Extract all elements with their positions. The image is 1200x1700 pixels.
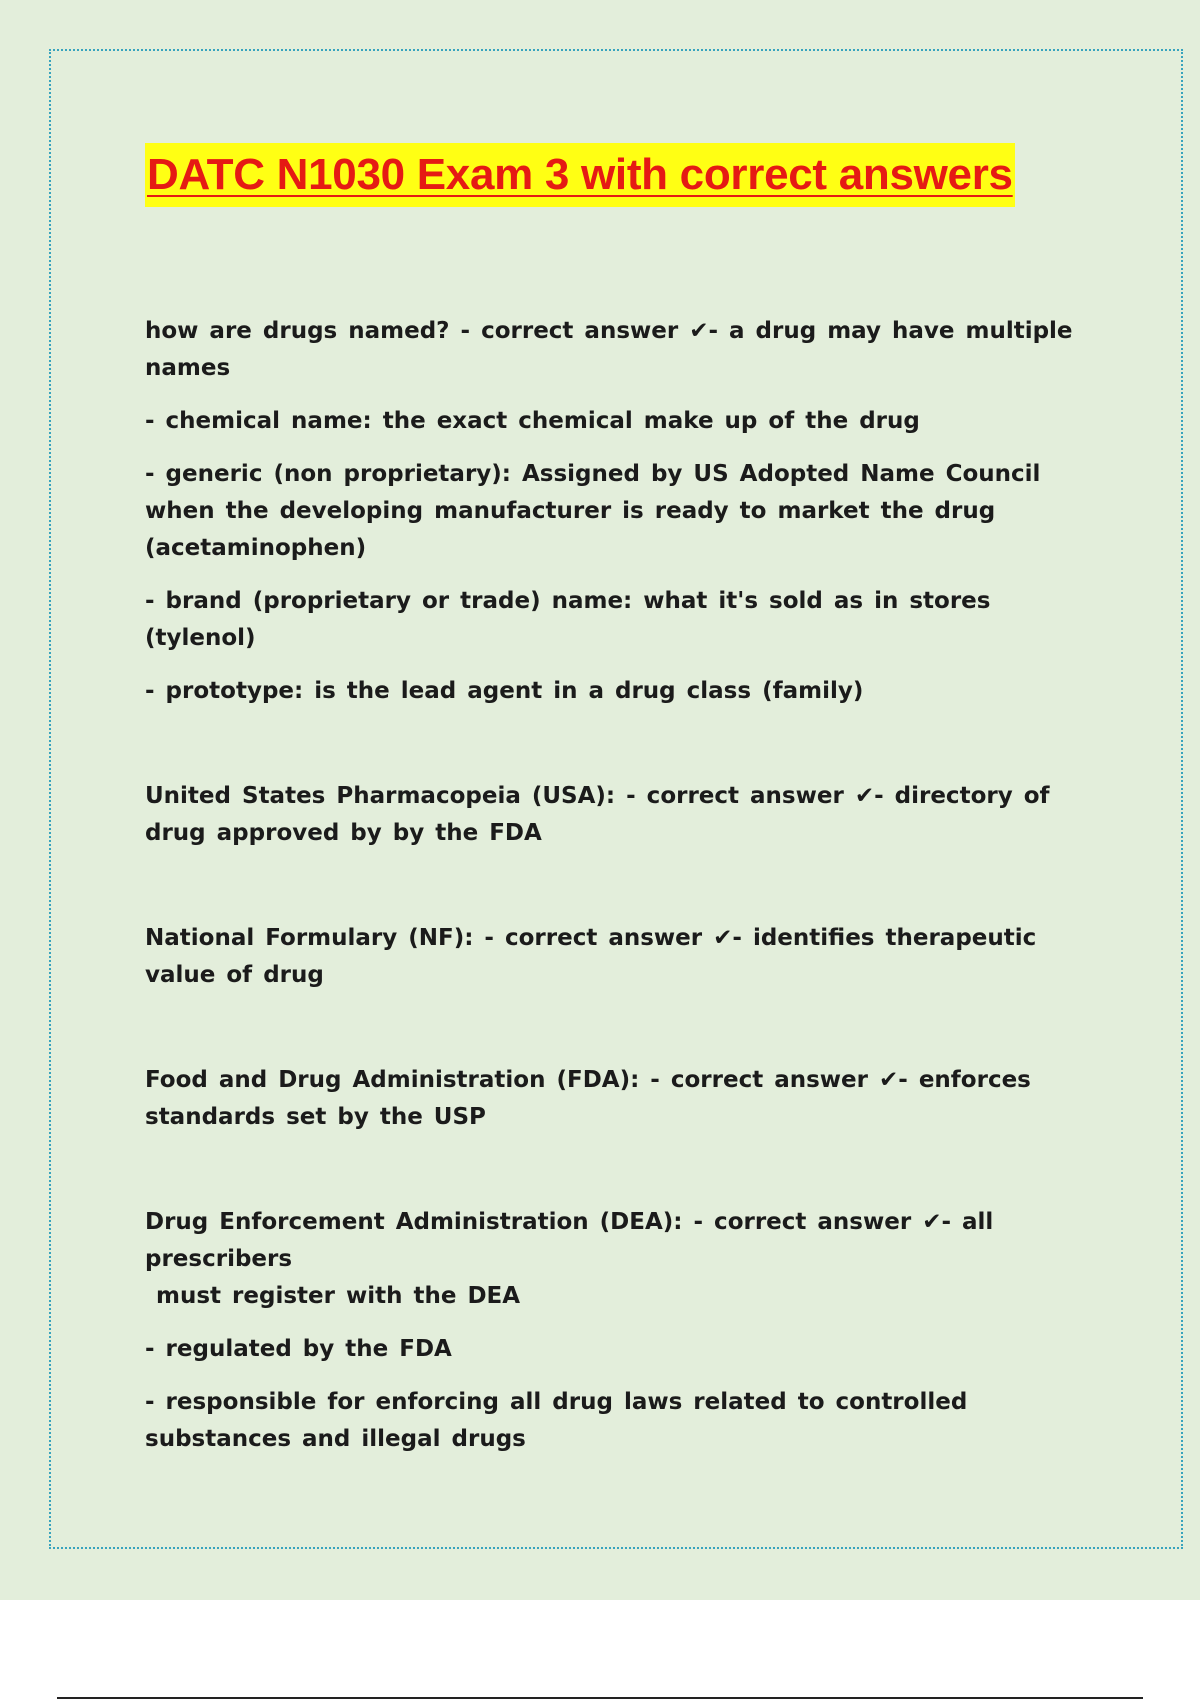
paragraph-dea: Drug Enforcement Administration (DEA): - correct answer ✔- all prescribers: [145, 1209, 994, 1272]
paragraph-dea-continued: must register with the DEA: [156, 1283, 521, 1309]
footer-divider: [57, 1697, 1143, 1699]
paragraph-dea-regulated: - regulated by the FDA: [145, 1336, 452, 1362]
paragraph-nf: National Formulary (NF): - correct answer ✔- identifies therapeutic value of drug: [145, 925, 1037, 988]
document-title: DATC N1030 Exam 3 with correct answers: [145, 143, 1015, 207]
paragraph-prototype: - prototype: is the lead agent in a drug class (family): [145, 678, 864, 704]
paragraph-dea-responsible: - responsible for enforcing all drug laws related to controlled substances and illegal drugs: [145, 1389, 968, 1452]
paragraph-fda: Food and Drug Administration (FDA): - correct answer ✔- enforces standards set by the USP: [145, 1067, 1031, 1130]
paragraph-brand-name: - brand (proprietary or trade) name: what it's sold as in stores (tylenol): [145, 588, 991, 651]
paragraph-usp: United States Pharmacopeia (USA): - correct answer ✔- directory of drug approved by by the FDA: [145, 783, 1050, 846]
paragraph-drug-naming: how are drugs named? - correct answer ✔- a drug may have multiple names: [145, 318, 1073, 381]
document-body: [145, 313, 1085, 1474]
paragraph-chemical-name: - chemical name: the exact chemical make up of the drug: [145, 408, 920, 434]
paragraph-generic-name: - generic (non proprietary): Assigned by US Adopted Name Council when the developing manufacturer is ready to market the drug (acetaminophen): [145, 461, 1041, 561]
